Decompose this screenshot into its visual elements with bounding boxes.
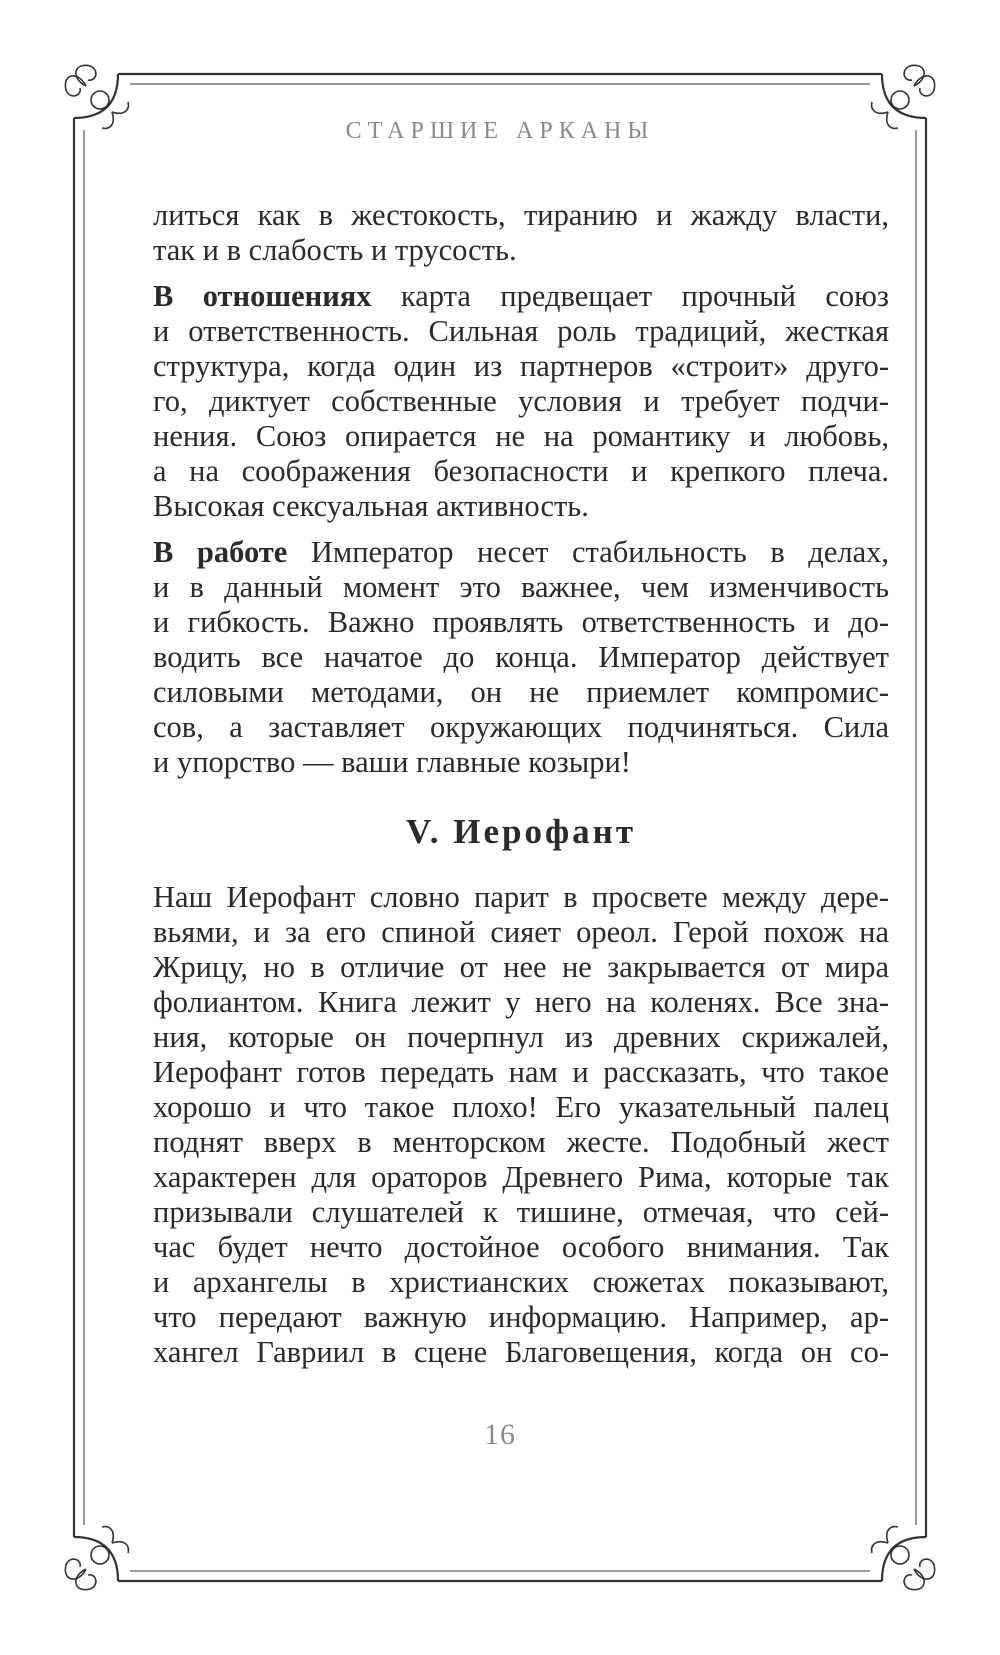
text-line: и ответственность. Сильная роль традиций, жесткая: [153, 314, 889, 348]
paragraph-lead: В работе: [153, 535, 288, 569]
text-line: Иерофант готов передать нам и рассказать, что такое: [153, 1055, 889, 1089]
text-line: фолиантом. Книга лежит у него на коленях. Все зна-: [153, 985, 889, 1019]
text-line: структура, когда один из партнеров «строит» друго-: [153, 349, 889, 383]
text-line: водить все начатое до конца. Император действует: [153, 640, 889, 674]
paragraph-lead: В отношениях: [153, 279, 372, 313]
text-line: го, диктует собственные условия и требует подчи-: [153, 384, 889, 418]
paragraph-work: [153, 535, 889, 780]
text-line: вьями, и за его спиной сияет ореол. Герой похож на: [153, 915, 889, 949]
text-line: нения. Союз опирается не на романтику и любовь,: [153, 419, 889, 453]
page-number: 16: [484, 1418, 516, 1451]
text-line: [153, 535, 889, 570]
text-line: и в данный момент это важнее, чем изменчивость: [153, 570, 889, 604]
text-line: Наш Иерофант словно парит в просвете между дере-: [153, 880, 889, 914]
text-line: и упорство — ваши главные козыри!: [153, 745, 631, 779]
text-line: поднят вверх в менторском жесте. Подобный жест: [153, 1125, 889, 1159]
text-line: сов, а заставляет окружающих подчиняться. Сила: [153, 710, 889, 744]
body-text: [153, 198, 889, 1370]
paragraph-1: [153, 198, 889, 268]
text-line: призывали слушателей к тишине, отмечая, что сей-: [153, 1195, 889, 1229]
text-line: хорошо и что такое плохо! Его указательный палец: [153, 1090, 889, 1124]
text-line: так и в слабость и трусость.: [153, 233, 517, 267]
text-line: литься как в жестокость, тиранию и жажду власти,: [153, 198, 889, 232]
text-fragment: Император несет стабильность в делах,: [287, 535, 889, 569]
text-line: ния, которые он почерпнул из древних скрижалей,: [153, 1020, 889, 1054]
running-head: СТАРШИЕ АРКАНЫ: [345, 118, 655, 144]
section-heading: V. Иерофант: [405, 812, 637, 851]
text-line: час будет нечто достойное особого внимания. Так: [153, 1230, 889, 1264]
text-line: силовыми методами, он не приемлет компромис-: [153, 675, 889, 709]
text-line: а на соображения безопасности и крепкого плеча.: [153, 454, 889, 488]
text-line: и гибкость. Важно проявлять ответственность и до-: [153, 605, 889, 639]
text-line: что передают важную информацию. Например, ар-: [153, 1300, 889, 1334]
text-fragment: карта предвещает прочный союз: [371, 279, 889, 313]
text-line: характерен для ораторов Древнего Рима, которые так: [153, 1160, 889, 1194]
text-line: и архангелы в христианских сюжетах показывают,: [153, 1265, 889, 1299]
paragraph-relationships: [153, 279, 889, 524]
text-line: хангел Гавриил в сцене Благовещения, когда он со-: [153, 1335, 889, 1369]
text-line: Высокая сексуальная активность.: [153, 489, 589, 523]
text-line: Жрицу, но в отличие от нее не закрывается от мира: [153, 950, 889, 984]
text-line: [153, 279, 889, 314]
paragraph-hierophant: [153, 880, 889, 1370]
